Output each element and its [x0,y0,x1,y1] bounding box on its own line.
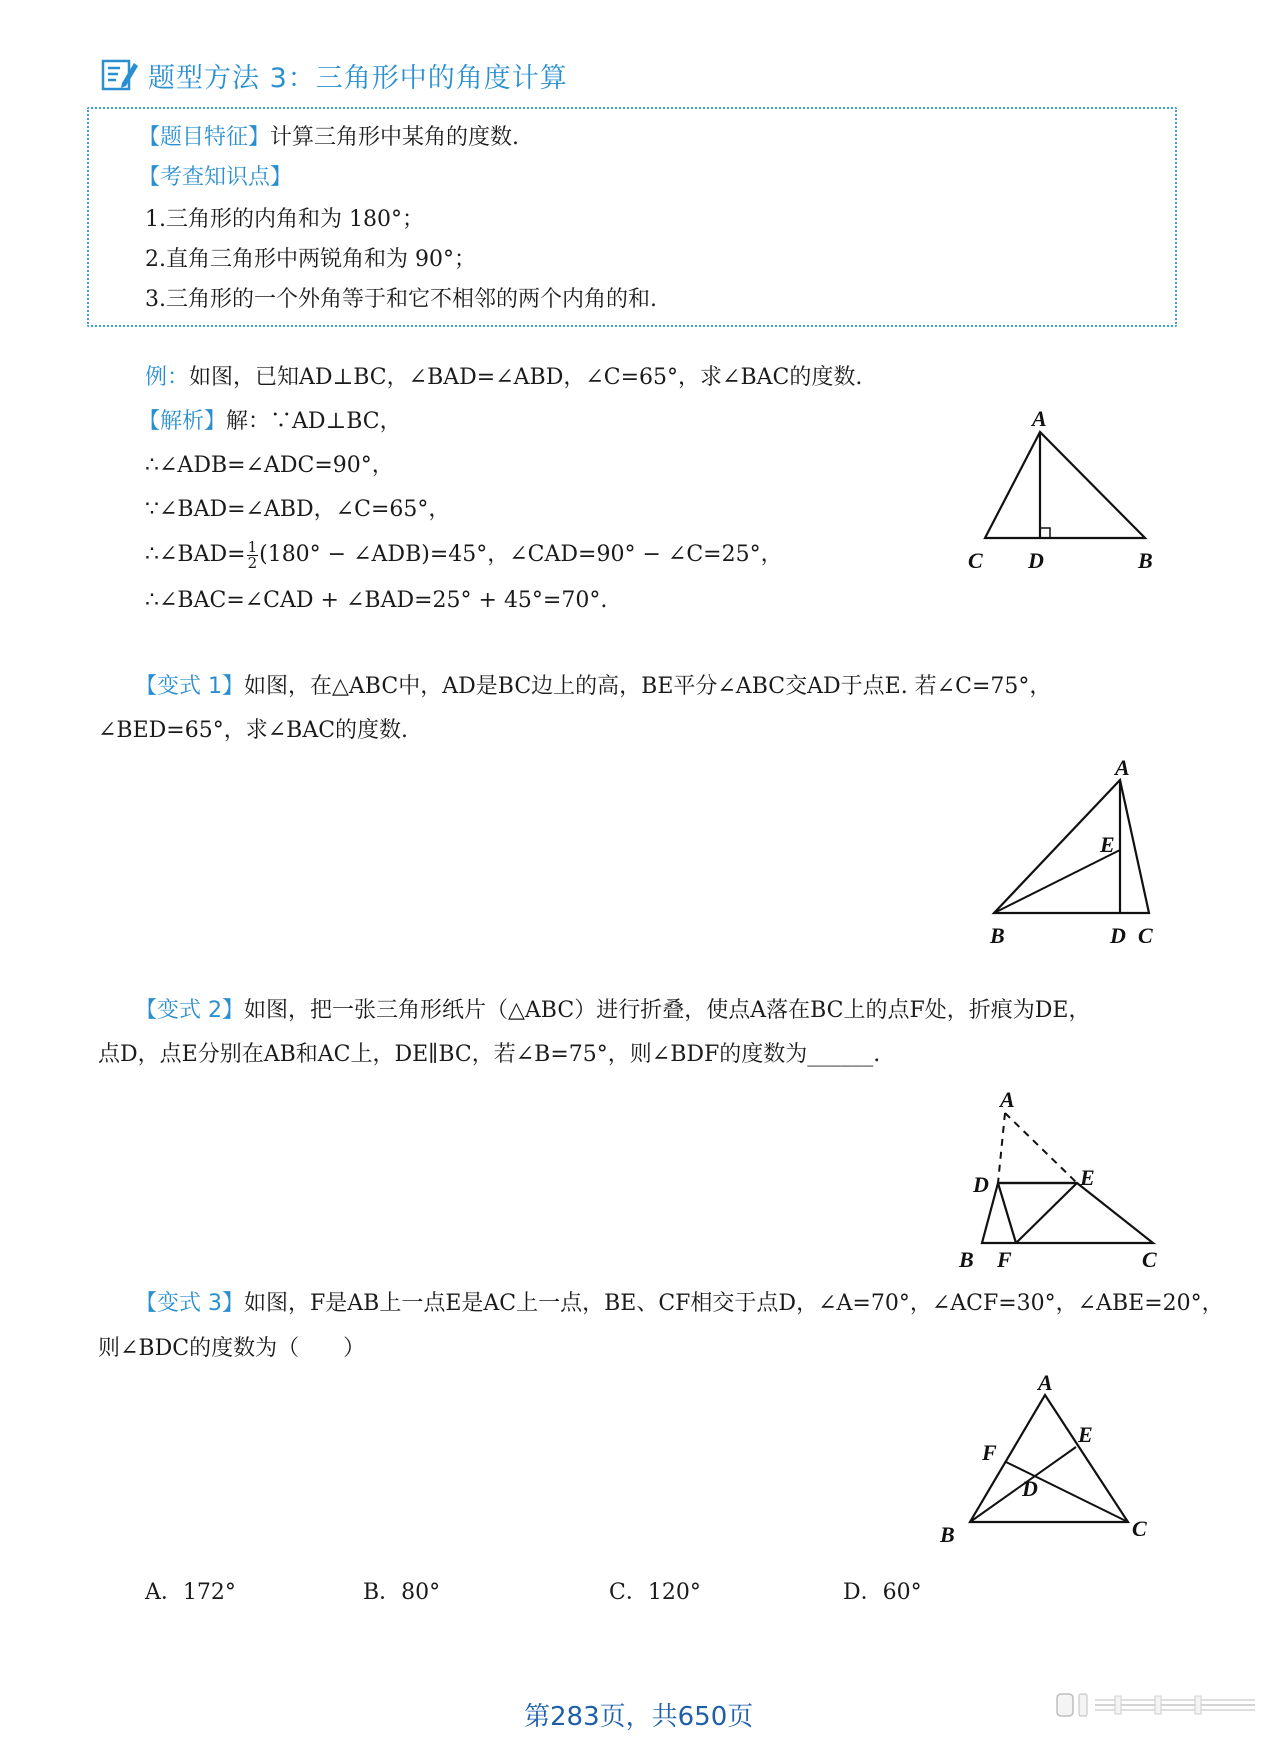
variant3-line-1 [135,1286,1224,1317]
section-title: 题型方法 3：三角形中的角度计算 [148,62,568,94]
fig3-label-e: E [1080,1165,1095,1190]
feature-label: 【题目特征】 [138,125,271,150]
half-fraction [247,537,259,572]
scroll-handle-icon[interactable] [1055,1692,1255,1718]
fig1-label-c: C [968,548,983,573]
knowledge-point-2: 2.直角三角形中两锐角和为 90°； [145,247,476,272]
solution-line-2: ∴∠ADB=∠ADC=90°， [145,453,394,478]
fig1-label-a: A [1032,406,1047,431]
solution-line-5: ∴∠BAC=∠CAD + ∠BAD=25° + 45°=70°. [145,588,608,613]
figure-variant2-fold [945,1085,1170,1270]
solution-line-3: ∵∠BAD=∠ABD，∠C=65°， [145,497,451,522]
knowledge-point-1: 1.三角形的内角和为 180°； [145,207,424,232]
example-text: 如图，已知AD⊥BC，∠BAD=∠ABD，∠C=65°，求∠BAC的度数. [189,365,863,390]
fig1-label-b: B [1138,548,1153,573]
knowledge-point-3: 3.三角形的一个外角等于和它不相邻的两个内角的和. [145,287,657,312]
edit-note-icon [100,57,140,93]
variant2-label: 【变式 2】 [135,998,244,1023]
fig3-label-b: B [959,1247,974,1270]
fig4-label-b: B [940,1522,955,1547]
variant3-text-1: 如图，F是AB上一点E是AC上一点，BE、CF相交于点D，∠A=70°，∠ACF=30°，∠ABE=20°， [244,1291,1224,1316]
header [100,55,568,95]
fig4-label-f: F [982,1440,997,1465]
figure-variant1-triangle [975,755,1175,950]
fraction-denominator: 2 [247,553,258,572]
fig1-label-d: D [1028,548,1044,573]
fig3-label-a: A [1000,1087,1015,1112]
solution-text-1: 解：∵AD⊥BC， [226,409,402,434]
fig4-label-a: A [1038,1370,1053,1395]
feature-line [138,120,519,151]
figure-example-triangle [960,400,1160,580]
solution-line-4-start: ∴∠BAD= [145,542,246,567]
fig3-label-d: D [973,1172,989,1197]
solution-line-4-end: (180° − ∠ADB)=45°，∠CAD=90° − ∠C=25°， [259,542,783,567]
fraction-numerator: 1 [247,537,258,556]
solution-line-4 [145,537,783,571]
fig2-label-a: A [1115,755,1130,780]
option-c: C．120° [609,1580,701,1605]
fig4-label-d: D [1022,1476,1038,1501]
variant1-line-2: ∠BED=65°，求∠BAC的度数. [98,718,409,743]
figure-variant3-triangle [930,1370,1165,1550]
example-question [145,360,862,391]
variant1-text-1: 如图，在△ABC中，AD是BC边上的高，BE平分∠ABC交AD于点E. 若∠C=75°， [244,674,1052,699]
feature-text: 计算三角形中某角的度数. [270,125,520,150]
variant2-line-2: 点D，点E分别在AB和AC上，DE∥BC，若∠B=75°，则∠BDF的度数为______. [98,1042,881,1067]
fig2-label-e: E [1100,832,1115,857]
option-a: A．172° [145,1580,236,1605]
variant3-label: 【变式 3】 [135,1291,244,1316]
option-d: D．60° [843,1580,922,1605]
fig2-label-b: B [990,923,1005,948]
page-indicator: 第283页，共650页 [524,1702,754,1732]
variant2-line-1 [135,993,1090,1024]
variant3-line-2: 则∠BDC的度数为（ ） [98,1336,366,1361]
fig2-label-d: D [1110,923,1126,948]
fig4-label-e: E [1078,1422,1093,1447]
knowledge-label: 【考查知识点】 [138,165,293,190]
variant1-line-1 [135,669,1051,700]
example-label: 例： [145,365,190,390]
fig3-label-f: F [997,1247,1012,1270]
fig2-label-c: C [1138,923,1153,948]
solution-line-1 [138,404,402,435]
variant1-label: 【变式 1】 [135,674,244,699]
fig3-label-c: C [1142,1247,1157,1270]
option-b: B．80° [363,1580,441,1605]
fig4-label-c: C [1132,1516,1147,1541]
variant2-text-1: 如图，把一张三角形纸片（△ABC）进行折叠，使点A落在BC上的点F处，折痕为DE， [244,998,1091,1023]
analysis-label: 【解析】 [138,409,227,434]
